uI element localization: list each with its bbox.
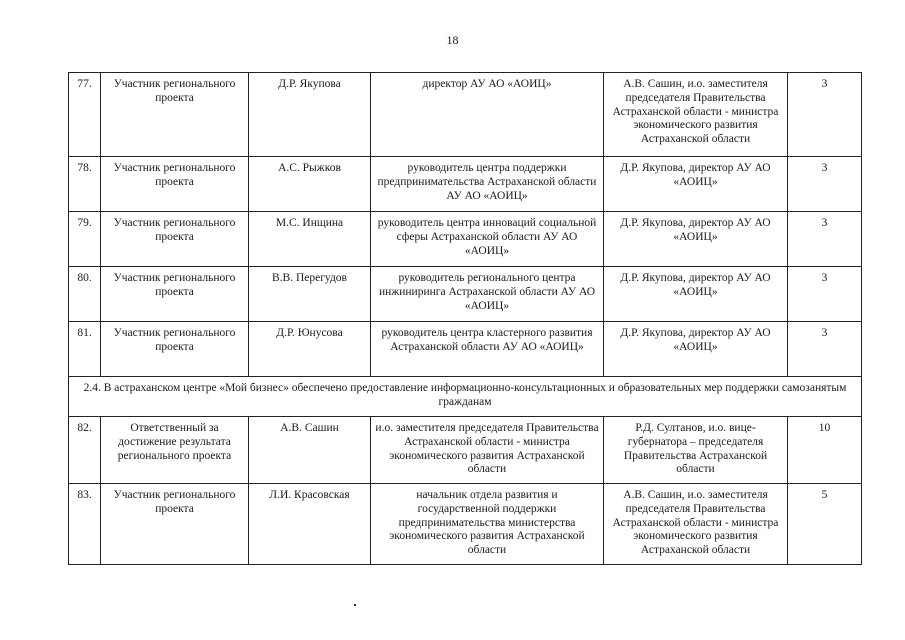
person-position: начальник отдела развития и государственной поддержки предпринимательства министерства экономического развития Астраханской области (371, 484, 604, 565)
person-name: М.С. Инщина (249, 212, 371, 267)
project-role: Участник регионального проекта (101, 212, 249, 267)
workload-percent: 3 (788, 157, 862, 212)
person-name: Д.Р. Юнусова (249, 322, 371, 377)
table-row (69, 157, 862, 212)
section-header-row (69, 377, 862, 417)
workload-percent: 3 (788, 267, 862, 322)
row-number: 82. (69, 417, 101, 484)
direct-supervisor: А.В. Сашин, и.о. заместителя председателя Правительства Астраханской области - министра экономического развития Астраханской области (604, 484, 788, 565)
person-name: В.В. Перегудов (249, 267, 371, 322)
person-position: руководитель центра поддержки предпринимательства Астраханской области АУ АО «АОИЦ» (371, 157, 604, 212)
table-row (69, 322, 862, 377)
row-number: 77. (69, 73, 101, 157)
project-role: Участник регионального проекта (101, 484, 249, 565)
workload-percent: 3 (788, 73, 862, 157)
row-number: 79. (69, 212, 101, 267)
responsibility-table (68, 72, 862, 565)
section-heading: 2.4. В астраханском центре «Мой бизнес» обеспечено предоставление информационно-консультационных и образовательных мер поддержки самозанятым гражданам (69, 377, 862, 417)
table-row (69, 484, 862, 565)
page-number: 18 (446, 33, 459, 47)
table-row (69, 73, 862, 157)
workload-percent: 5 (788, 484, 862, 565)
direct-supervisor: Д.Р. Якупова, директор АУ АО «АОИЦ» (604, 157, 788, 212)
table-row (69, 267, 862, 322)
project-role: Ответственный за достижение результата регионального проекта (101, 417, 249, 484)
project-role: Участник регионального проекта (101, 267, 249, 322)
project-role: Участник регионального проекта (101, 73, 249, 157)
person-name: Д.Р. Якупова (249, 73, 371, 157)
direct-supervisor: Д.Р. Якупова, директор АУ АО «АОИЦ» (604, 322, 788, 377)
row-number: 83. (69, 484, 101, 565)
person-position: директор АУ АО «АОИЦ» (371, 73, 604, 157)
direct-supervisor: Д.Р. Якупова, директор АУ АО «АОИЦ» (604, 267, 788, 322)
table-row (69, 417, 862, 484)
person-position: руководитель регионального центра инжиниринга Астраханской области АУ АО «АОИЦ» (371, 267, 604, 322)
project-role: Участник регионального проекта (101, 322, 249, 377)
direct-supervisor: Р.Д. Султанов, и.о. вице-губернатора – председателя Правительства Астраханской области (604, 417, 788, 484)
person-name: Л.И. Красовская (249, 484, 371, 565)
workload-percent: 3 (788, 212, 862, 267)
direct-supervisor: А.В. Сашин, и.о. заместителя председателя Правительства Астраханской области - министра экономического развития Астраханской области (604, 73, 788, 157)
row-number: 81. (69, 322, 101, 377)
row-number: 80. (69, 267, 101, 322)
person-position: руководитель центра кластерного развития Астраханской области АУ АО «АОИЦ» (371, 322, 604, 377)
person-position: руководитель центра инноваций социальной сферы Астраханской области АУ АО «АОИЦ» (371, 212, 604, 267)
person-name: А.В. Сашин (249, 417, 371, 484)
table-row (69, 212, 862, 267)
scan-dot (354, 604, 356, 606)
workload-percent: 10 (788, 417, 862, 484)
workload-percent: 3 (788, 322, 862, 377)
direct-supervisor: Д.Р. Якупова, директор АУ АО «АОИЦ» (604, 212, 788, 267)
project-role: Участник регионального проекта (101, 157, 249, 212)
row-number: 78. (69, 157, 101, 212)
person-name: А.С. Рыжков (249, 157, 371, 212)
person-position: и.о. заместителя председателя Правительства Астраханской области - министра экономического развития Астраханской области (371, 417, 604, 484)
